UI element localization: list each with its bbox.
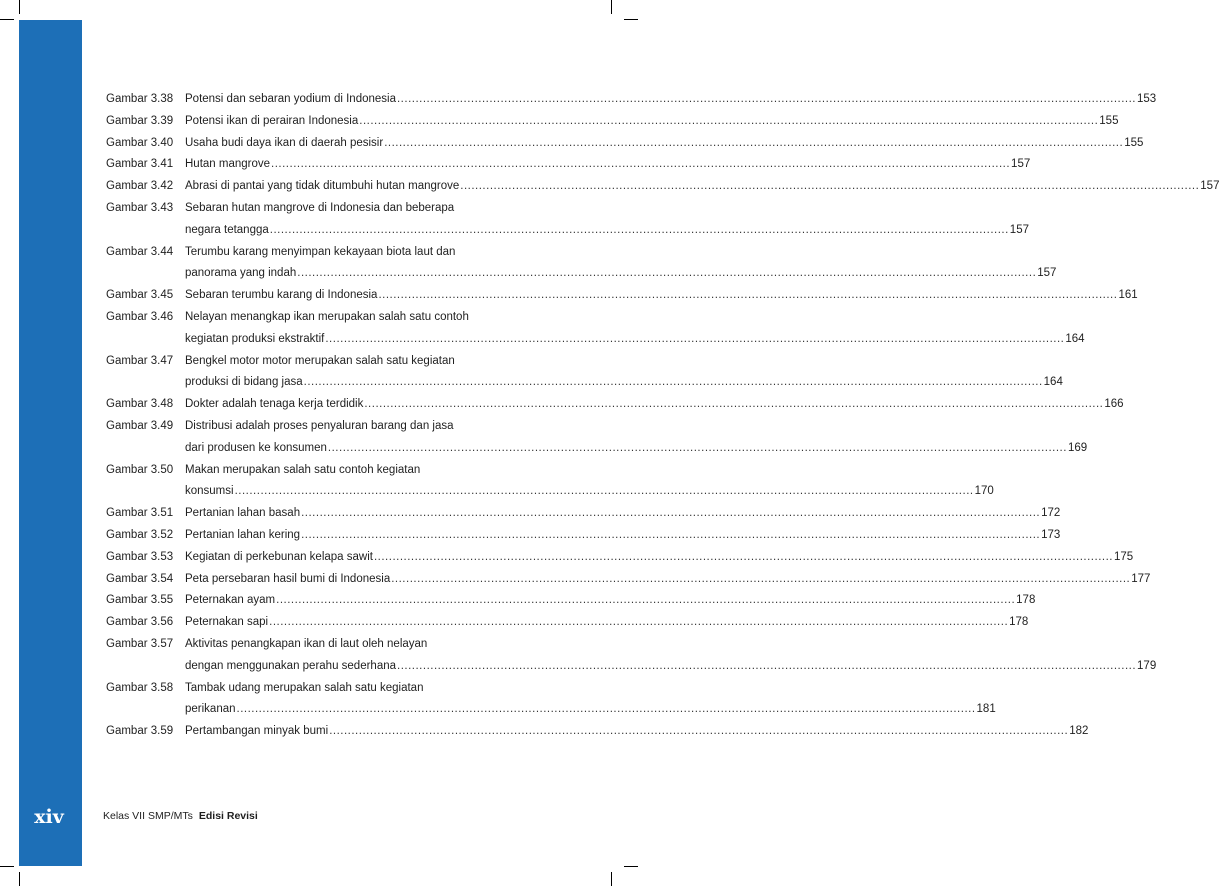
dot-leader: ........................................................................................................................................................................................................: [396, 93, 1136, 105]
figure-caption: Makan merupakan salah satu contoh kegiatan: [185, 463, 421, 476]
figure-list: [106, 89, 1219, 743]
figure-entry: [106, 176, 1219, 198]
crop-mark-tl-v: [19, 0, 20, 14]
figure-label: Gambar 3.47: [106, 354, 174, 367]
figure-label: Gambar 3.43: [106, 201, 174, 214]
figure-label: Gambar 3.56: [106, 616, 174, 629]
figure-caption: Usaha budi daya ikan di daerah pesisir: [185, 136, 384, 149]
figure-page-number: 182: [1069, 725, 1089, 738]
figure-label: Gambar 3.55: [106, 594, 174, 607]
figure-page-number: 157: [1200, 180, 1219, 193]
figure-page-number: 178: [1016, 594, 1036, 607]
crop-mark-tl-h: [0, 19, 14, 20]
figure-entry: [106, 394, 1124, 416]
figure-page-number: 155: [1099, 114, 1119, 127]
figure-caption: dari produsen ke konsumen: [185, 441, 327, 454]
dot-leader: ........................................................................................................................................................................................................: [234, 485, 974, 498]
dot-leader: ........................................................................................................................................................................................................: [327, 441, 1067, 454]
figure-label: Gambar 3.52: [106, 528, 174, 541]
figure-entry: [106, 416, 1088, 460]
figure-page-number: 172: [1041, 507, 1061, 520]
figure-label: Gambar 3.50: [106, 463, 174, 476]
figure-page-number: 155: [1124, 136, 1144, 149]
figure-label: Gambar 3.59: [106, 725, 174, 738]
figure-page-number: 175: [1113, 550, 1134, 563]
figure-caption: Hutan mangrove: [185, 158, 271, 171]
figure-caption: perikanan: [185, 703, 236, 716]
figure-caption: Potensi dan sebaran yodium di Indonesia: [185, 93, 396, 105]
crop-mark-tr-h: [624, 19, 638, 20]
dot-leader: ........................................................................................................................................................................................................: [391, 572, 1131, 585]
figure-label: Gambar 3.46: [106, 310, 174, 323]
dot-leader: ........................................................................................................................................................................................................: [460, 180, 1200, 193]
figure-label: Gambar 3.42: [106, 180, 174, 193]
figure-page-number: 179: [1137, 659, 1157, 672]
footer-edition: Edisi Revisi: [198, 810, 258, 822]
figure-entry: [106, 460, 994, 504]
figure-page-number: 157: [1037, 267, 1057, 280]
dot-leader: ........................................................................................................................................................................................................: [236, 703, 976, 716]
figure-caption: panorama yang indah: [185, 267, 297, 280]
figure-caption: produksi di bidang jasa: [185, 376, 303, 389]
figure-entry: [106, 721, 1089, 743]
figure-page-number: 178: [1009, 616, 1029, 629]
figure-label: Gambar 3.38: [106, 93, 174, 105]
figure-caption: Pertambangan minyak bumi: [185, 725, 329, 738]
figure-caption: Distribusi adalah proses penyaluran barang dan jasa: [185, 419, 454, 432]
figure-caption: Bengkel motor motor merupakan salah satu kegiatan: [185, 354, 455, 367]
dot-leader: ........................................................................................................................................................................................................: [329, 725, 1069, 738]
figure-label: Gambar 3.40: [106, 136, 174, 149]
figure-entry: [106, 242, 1057, 286]
figure-label: Gambar 3.53: [106, 550, 174, 563]
footer-book-title: Kelas VII SMP/MTs: [103, 810, 193, 822]
figure-entry: [106, 154, 1031, 176]
figure-label: Gambar 3.49: [106, 419, 174, 432]
figure-caption: Dokter adalah tenaga kerja terdidik: [185, 398, 364, 411]
figure-entry: [106, 351, 1063, 395]
dot-leader: ........................................................................................................................................................................................................: [301, 528, 1041, 541]
dot-leader: ........................................................................................................................................................................................................: [364, 398, 1104, 411]
figure-page-number: 177: [1131, 572, 1151, 585]
figure-entry: [106, 307, 1085, 351]
figure-caption: Peternakan sapi: [185, 616, 269, 629]
figure-caption: Pertanian lahan kering: [185, 528, 301, 541]
dot-leader: ........................................................................................................................................................................................................: [269, 223, 1009, 236]
figure-page-number: 173: [1041, 528, 1061, 541]
dot-leader: ........................................................................................................................................................................................................: [297, 267, 1037, 280]
dot-leader: ........................................................................................................................................................................................................: [301, 507, 1041, 520]
figure-label: Gambar 3.54: [106, 572, 174, 585]
dot-leader: ........................................................................................................................................................................................................: [303, 376, 1043, 389]
figure-page-number: 169: [1067, 441, 1088, 454]
crop-mark-bl-v: [19, 872, 20, 886]
footer: [103, 810, 258, 822]
crop-mark-br-h: [624, 866, 638, 867]
figure-label: Gambar 3.51: [106, 507, 174, 520]
dot-leader: ........................................................................................................................................................................................................: [397, 659, 1137, 672]
figure-label: Gambar 3.57: [106, 637, 174, 650]
figure-entry: [106, 111, 1119, 133]
figure-entry: [106, 590, 1036, 612]
figure-caption: Kegiatan di perkebunan kelapa sawit: [185, 550, 373, 563]
side-color-bar: [19, 20, 82, 866]
figure-page-number: 164: [1065, 332, 1085, 345]
figure-entry: [106, 133, 1144, 155]
dot-leader: ........................................................................................................................................................................................................: [378, 289, 1118, 302]
figure-caption: Tambak udang merupakan salah satu kegiatan: [185, 681, 424, 694]
dot-leader: ........................................................................................................................................................................................................: [325, 332, 1065, 345]
figure-label: Gambar 3.58: [106, 681, 174, 694]
figure-caption: Peta persebaran hasil bumi di Indonesia: [185, 572, 391, 585]
dot-leader: ........................................................................................................................................................................................................: [384, 136, 1124, 149]
figure-caption: Aktivitas penangkapan ikan di laut oleh nelayan: [185, 637, 428, 650]
figure-caption: Sebaran hutan mangrove di Indonesia dan beberapa: [185, 201, 455, 214]
figure-page-number: 157: [1009, 223, 1029, 236]
figure-caption: dengan menggunakan perahu sederhana: [185, 659, 397, 672]
figure-entry: [106, 503, 1061, 525]
figure-entry: [106, 634, 1157, 678]
figure-page-number: 170: [974, 485, 994, 498]
figure-caption: Pertanian lahan basah: [185, 507, 301, 520]
figure-label: Gambar 3.39: [106, 114, 174, 127]
figure-page-number: 181: [976, 703, 996, 716]
figure-caption: Sebaran terumbu karang di Indonesia: [185, 289, 378, 302]
figure-caption: Nelayan menangkap ikan merupakan salah satu contoh: [185, 310, 469, 323]
crop-mark-bl-h: [0, 866, 14, 867]
dot-leader: ........................................................................................................................................................................................................: [276, 594, 1016, 607]
figure-caption: kegiatan produksi ekstraktif: [185, 332, 325, 345]
figure-page-number: 164: [1043, 376, 1063, 389]
dot-leader: ........................................................................................................................................................................................................: [269, 616, 1009, 629]
figure-entry: [106, 678, 996, 722]
figure-caption: Potensi ikan di perairan Indonesia: [185, 114, 359, 127]
figure-label: Gambar 3.45: [106, 289, 174, 302]
figure-entry: [106, 525, 1061, 547]
crop-mark-br-v: [611, 872, 612, 886]
figure-caption: negara tetangga: [185, 223, 269, 236]
figure-entry: [106, 547, 1134, 569]
figure-caption: Terumbu karang menyimpan kekayaan biota laut dan: [185, 245, 456, 258]
figure-page-number: 157: [1011, 158, 1031, 171]
dot-leader: ........................................................................................................................................................................................................: [373, 550, 1113, 563]
dot-leader: ........................................................................................................................................................................................................: [271, 158, 1011, 171]
figure-caption: Peternakan ayam: [185, 594, 276, 607]
figure-label: Gambar 3.48: [106, 398, 174, 411]
figure-page-number: 153: [1137, 93, 1157, 105]
dot-leader: ........................................................................................................................................................................................................: [359, 114, 1099, 127]
page-number: xiv: [34, 806, 64, 828]
crop-mark-tr-v: [611, 0, 612, 14]
figure-page-number: 161: [1118, 289, 1138, 302]
figure-label: Gambar 3.41: [106, 158, 174, 171]
figure-entry: [106, 285, 1138, 307]
figure-caption: Abrasi di pantai yang tidak ditumbuhi hutan mangrove: [185, 180, 460, 193]
figure-label: Gambar 3.44: [106, 245, 174, 258]
figure-entry: [106, 612, 1029, 634]
figure-page-number: 166: [1104, 398, 1124, 411]
figure-entry: [106, 198, 1029, 242]
figure-caption: konsumsi: [185, 485, 234, 498]
figure-entry: [106, 89, 1157, 111]
figure-entry: [106, 569, 1151, 591]
